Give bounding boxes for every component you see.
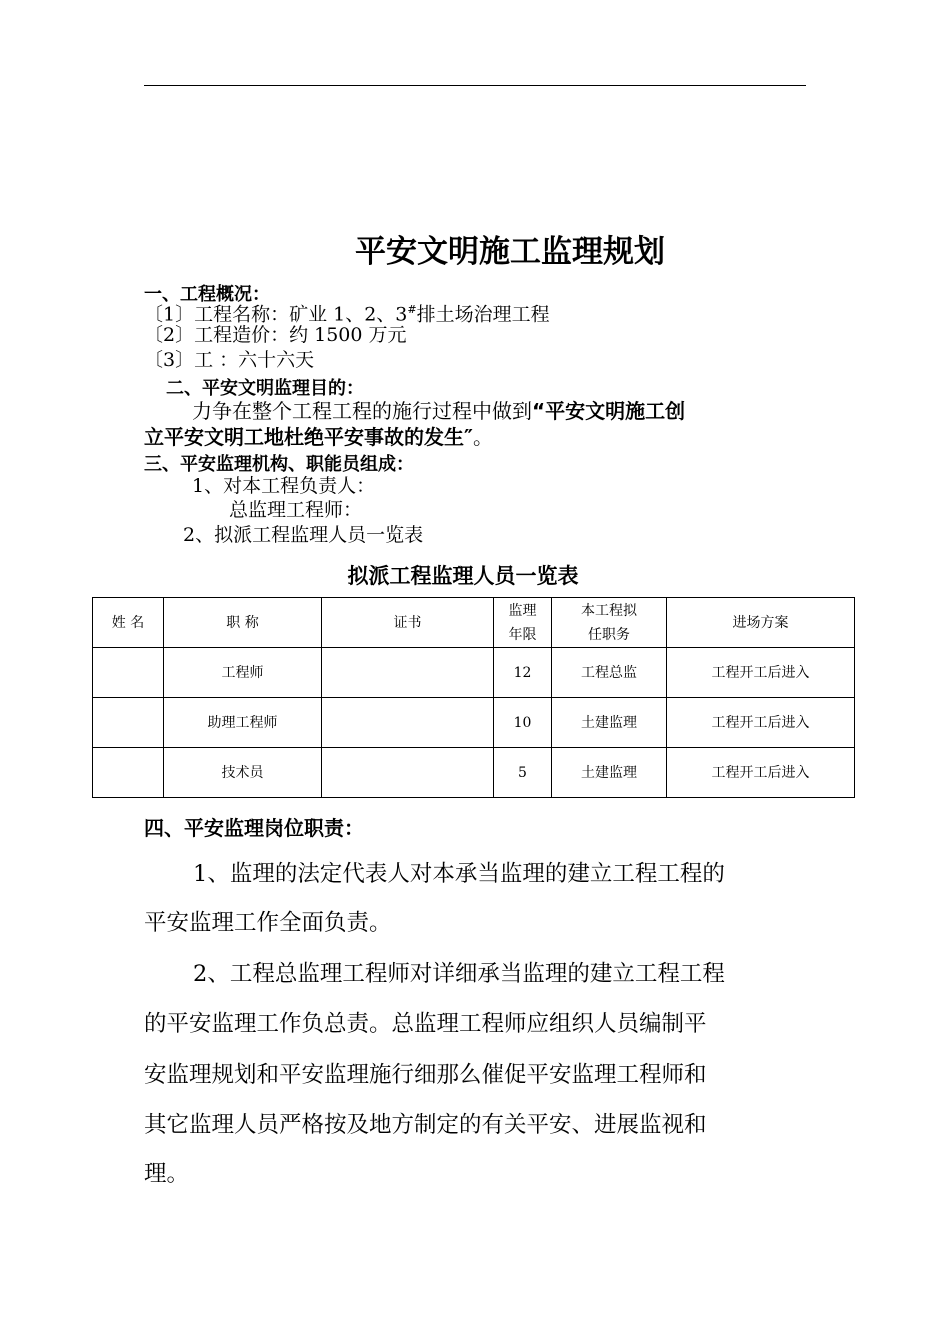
cell-years: 5 bbox=[494, 748, 552, 798]
cell-plan: 工程开工后进入 bbox=[667, 648, 855, 698]
section3-item2: 2、拟派工程监理人员一览表 bbox=[183, 524, 424, 546]
section4-line: 理。 bbox=[144, 1161, 190, 1187]
header-name: 姓 名 bbox=[93, 598, 164, 648]
header-years: 监理 年限 bbox=[494, 598, 552, 648]
table-caption: 拟派工程监理人员一览表 bbox=[347, 564, 579, 588]
section3-item1-sub: 总监理工程师： bbox=[229, 499, 363, 521]
header-rule bbox=[144, 85, 806, 86]
cell-title: 技术员 bbox=[164, 748, 322, 798]
cell-role: 工程总监 bbox=[552, 648, 667, 698]
section3-heading: 三、平安监理机构、职能员组成： bbox=[144, 454, 414, 475]
cell-name bbox=[93, 648, 164, 698]
cell-name bbox=[93, 748, 164, 798]
table-header-row bbox=[93, 598, 855, 648]
project-cost-line: 〔2〕工程造价：约 1500 万元 bbox=[144, 324, 407, 346]
header-role: 本工程拟 任职务 bbox=[552, 598, 667, 648]
project-name-line: 〔1〕工程名称：矿业 1、2、3#排土场治理工程 bbox=[144, 303, 550, 326]
section4-line: 的平安监理工作负总责。总监理工程师应组织人员编制平 bbox=[144, 1011, 707, 1037]
section4-line: 安监理规划和平安监理施行细那么催促平安监理工程师和 bbox=[144, 1062, 707, 1088]
section4-heading: 四、平安监理岗位职责： bbox=[144, 816, 364, 840]
cell-title: 工程师 bbox=[164, 648, 322, 698]
cell-years: 10 bbox=[494, 698, 552, 748]
project-duration-line: 〔3〕工 ：六十六天 bbox=[144, 349, 315, 371]
section2-line1: 力争在整个工程工程的施行过程中做到“平安文明施工创 bbox=[192, 399, 686, 423]
cell-name bbox=[93, 698, 164, 748]
cell-plan: 工程开工后进入 bbox=[667, 698, 855, 748]
cell-title: 助理工程师 bbox=[164, 698, 322, 748]
section1-heading: 一、工程概况： bbox=[144, 284, 270, 305]
cell-role: 土建监理 bbox=[552, 698, 667, 748]
staff-table bbox=[92, 597, 855, 798]
section4-line: 平安监理工作全面负责。 bbox=[144, 910, 392, 936]
section4-line: 1、监理的法定代表人对本承当监理的建立工程工程的 bbox=[193, 861, 725, 887]
header-cert: 证书 bbox=[322, 598, 494, 648]
table-row bbox=[93, 698, 855, 748]
header-title: 职 称 bbox=[164, 598, 322, 648]
table-row bbox=[93, 748, 855, 798]
table-row bbox=[93, 648, 855, 698]
cell-cert bbox=[322, 648, 494, 698]
cell-years: 12 bbox=[494, 648, 552, 698]
cell-cert bbox=[322, 748, 494, 798]
header-plan: 进场方案 bbox=[667, 598, 855, 648]
section4-line: 2、工程总监理工程师对详细承当监理的建立工程工程 bbox=[193, 961, 725, 987]
section2-heading: 二、平安文明监理目的： bbox=[166, 378, 364, 399]
cell-role: 土建监理 bbox=[552, 748, 667, 798]
cell-plan: 工程开工后进入 bbox=[667, 748, 855, 798]
section3-item1: 1、对本工程负责人： bbox=[192, 475, 376, 497]
section2-line2: 立平安文明工地杜绝平安事故的发生″。 bbox=[144, 425, 493, 449]
cell-cert bbox=[322, 698, 494, 748]
section4-line: 其它监理人员严格按及地方制定的有关平安、进展监视和 bbox=[144, 1112, 707, 1138]
document-title: 平安文明施工监理规划 bbox=[355, 234, 665, 270]
